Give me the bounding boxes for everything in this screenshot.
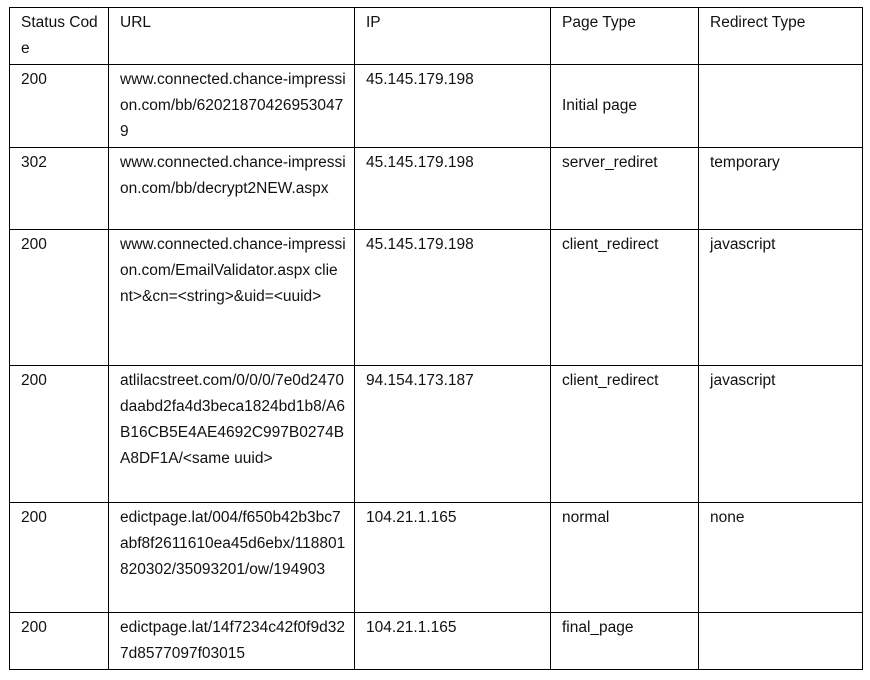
header-url: URL bbox=[109, 8, 355, 65]
page-type-cell: final_page bbox=[551, 613, 699, 670]
header-redirect-type: Redirect Type bbox=[699, 8, 863, 65]
table-row bbox=[10, 65, 863, 148]
table-row bbox=[10, 366, 863, 503]
status-code-cell: 200 bbox=[10, 503, 109, 613]
status-code-cell: 200 bbox=[10, 65, 109, 148]
ip-cell: 45.145.179.198 bbox=[355, 230, 551, 366]
status-code-cell: 200 bbox=[10, 613, 109, 670]
ip-cell: 94.154.173.187 bbox=[355, 366, 551, 503]
url-cell: edictpage.lat/004/f650b42b3bc7abf8f2611610ea45d6ebx/118801820302/35093201/ow/194903 bbox=[109, 503, 355, 613]
header-status-code: Status Code bbox=[10, 8, 109, 65]
url-cell: www.connected.chance-impression.com/bb/decrypt2NEW.aspx bbox=[109, 148, 355, 230]
redirect-type-cell: javascript bbox=[699, 366, 863, 503]
redirect-type-cell: temporary bbox=[699, 148, 863, 230]
ip-cell: 45.145.179.198 bbox=[355, 148, 551, 230]
ip-cell: 45.145.179.198 bbox=[355, 65, 551, 148]
redirect-type-cell: javascript bbox=[699, 230, 863, 366]
redirect-type-cell bbox=[699, 613, 863, 670]
header-ip: IP bbox=[355, 8, 551, 65]
header-page-type: Page Type bbox=[551, 8, 699, 65]
url-cell: www.connected.chance-impression.com/bb/620218704269530479 bbox=[109, 65, 355, 148]
page-type-cell: client_redirect bbox=[551, 230, 699, 366]
table-row bbox=[10, 503, 863, 613]
url-cell: atlilacstreet.com/0/0/0/7e0d2470daabd2fa4d3beca1824bd1b8/A6B16CB5E4AE4692C997B0274BA8DF1A/<same uuid> bbox=[109, 366, 355, 503]
page-type-cell: client_redirect bbox=[551, 366, 699, 503]
table-header-row bbox=[10, 8, 863, 65]
ip-cell: 104.21.1.165 bbox=[355, 613, 551, 670]
url-cell: www.connected.chance-impression.com/EmailValidator.aspx client>&cn=<string>&uid=<uuid> bbox=[109, 230, 355, 366]
ip-cell: 104.21.1.165 bbox=[355, 503, 551, 613]
status-code-cell: 200 bbox=[10, 366, 109, 503]
table-row bbox=[10, 148, 863, 230]
redirect-chain-table bbox=[9, 7, 863, 670]
url-cell: edictpage.lat/14f7234c42f0f9d327d8577097f03015 bbox=[109, 613, 355, 670]
table-row bbox=[10, 230, 863, 366]
status-code-cell: 200 bbox=[10, 230, 109, 366]
status-code-cell: 302 bbox=[10, 148, 109, 230]
table-row bbox=[10, 613, 863, 670]
redirect-type-cell bbox=[699, 65, 863, 148]
page-type-cell: server_rediret bbox=[551, 148, 699, 230]
page-type-cell: normal bbox=[551, 503, 699, 613]
redirect-type-cell: none bbox=[699, 503, 863, 613]
page-type-cell: Initial page bbox=[551, 65, 699, 148]
